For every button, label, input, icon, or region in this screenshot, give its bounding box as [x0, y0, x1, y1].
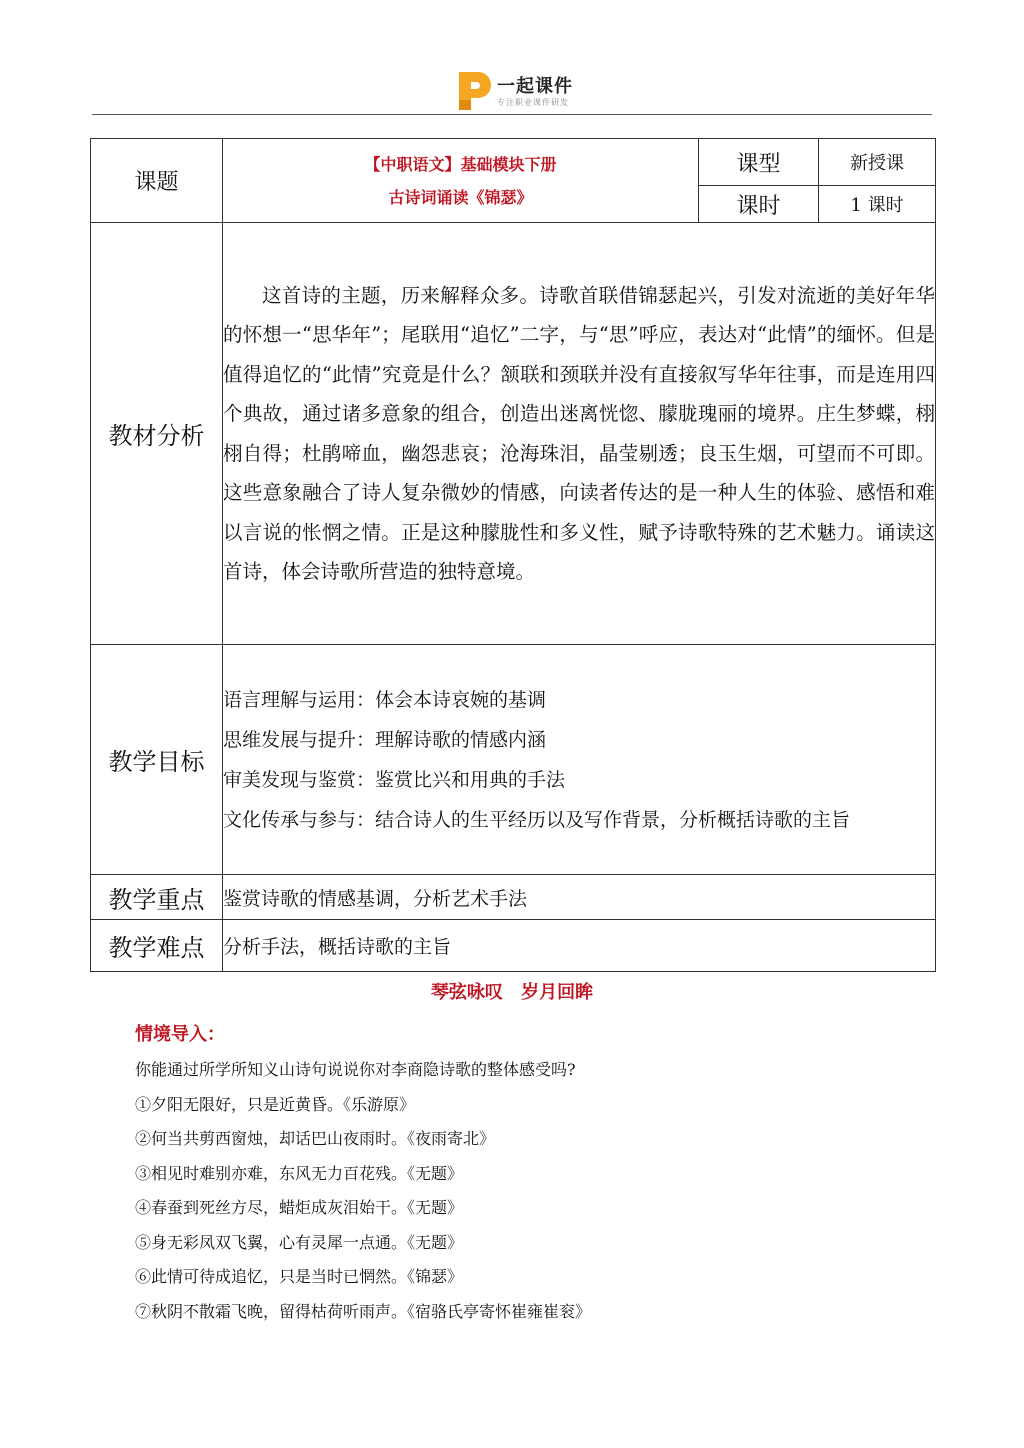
goals-label: 教学目标 — [91, 645, 223, 875]
poem-line: ③相见时难别亦难，东风无力百花残。《无题》 — [135, 1163, 464, 1183]
analysis-label: 教材分析 — [91, 223, 223, 645]
difficulty-label: 教学难点 — [91, 920, 223, 972]
goal-item: 审美发现与鉴赏：鉴赏比兴和用典的手法 — [223, 768, 566, 791]
brand-logo — [455, 70, 615, 115]
key-points-text: 鉴赏诗歌的情感基调，分析艺术手法 — [223, 875, 936, 920]
analysis-text: 这首诗的主题，历来解释众多。诗歌首联借锦瑟起兴，引发对流逝的美好年华的怀想一“思华年”；尾联用“追忆”二字，与“思”呼应，表达对“此情”的缅怀。但是值得追忆的“此情”究竟是什么？颔联和颈联并没有直接叙写华年往事，而是连用四个典故，通过诸多意象的组合，创造出迷离恍惚、朦胧瑰丽的境界。庄生梦蝶，栩栩自得；杜鹃啼血，幽怨悲哀；沧海珠泪，晶莹剔透；良玉生烟，可望而不可即。这些意象融合了诗人复杂微妙的情感，向读者传达的是一种人生的体验、感悟和难以言说的怅惘之情。正是这种朦胧性和多义性，赋予诗歌特殊的艺术魅力。诵读这首诗，体会诗歌所营造的独特意境。 — [223, 223, 936, 645]
poem-line: ⑤身无彩凤双飞翼，心有灵犀一点通。《无题》 — [135, 1232, 464, 1252]
difficulty-text: 分析手法，概括诗歌的主旨 — [223, 920, 936, 972]
type-label: 课型 — [699, 139, 819, 186]
topic-label: 课题 — [91, 139, 223, 223]
goals-row — [91, 645, 936, 875]
key-points-row — [91, 875, 936, 920]
type-value: 新授课 — [819, 139, 936, 186]
goal-item: 思维发展与提升：理解诗歌的情感内涵 — [223, 728, 547, 751]
poem-line: ②何当共剪西窗烛，却话巴山夜雨时。《夜雨寄北》 — [135, 1129, 496, 1148]
logo-name: 一起课件 — [497, 76, 573, 97]
logo-tagline: 专注职业课件研发 — [497, 98, 569, 107]
key-points-label: 教学重点 — [91, 875, 223, 920]
intro-body — [135, 1053, 935, 1329]
hours-label: 课时 — [699, 186, 819, 223]
section-title: 琴弦咏叹 岁月回眸 — [430, 982, 594, 1003]
goals-list — [223, 645, 936, 875]
intro-heading: 情境导入： — [135, 1024, 225, 1045]
lesson-title-line1: 【中职语文】基础模块下册 — [364, 154, 557, 174]
header-divider — [92, 114, 932, 115]
lesson-title — [223, 139, 699, 223]
goal-item: 语言理解与运用：体会本诗哀婉的基调 — [223, 688, 547, 711]
poem-line: ④春蚕到死丝方尽，蜡炬成灰泪始干。《无题》 — [135, 1198, 464, 1217]
poem-line: ⑥此情可待成追忆，只是当时已惘然。《锦瑟》 — [135, 1267, 464, 1286]
lesson-title-line2: 古诗词诵读《锦瑟》 — [388, 187, 533, 207]
topic-row — [91, 139, 936, 186]
logo-p-icon — [455, 70, 493, 112]
hours-value: 1 课时 — [819, 186, 936, 223]
lesson-plan-table — [90, 138, 936, 972]
poem-line: ⑦秋阴不散霜飞晚，留得枯荷听雨声。《宿骆氏亭寄怀崔雍崔衮》 — [135, 1301, 592, 1321]
page-header — [0, 0, 1024, 115]
intro-question: 你能通过所学所知义山诗句说说你对李商隐诗歌的整体感受吗? — [135, 1060, 576, 1079]
poem-line: ①夕阳无限好，只是近黄昏。《乐游原》 — [135, 1094, 416, 1114]
difficulty-row — [91, 920, 936, 972]
goal-item: 文化传承与参与：结合诗人的生平经历以及写作背景，分析概括诗歌的主旨 — [223, 808, 851, 831]
analysis-row — [91, 223, 936, 645]
